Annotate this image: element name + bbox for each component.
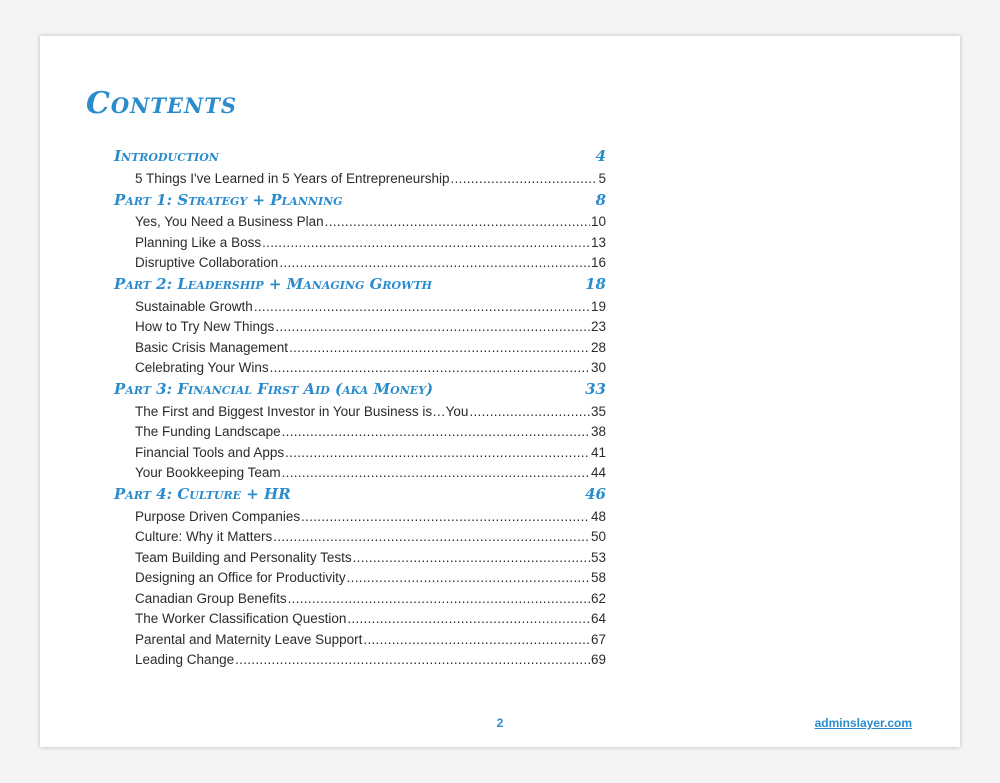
entry-page-number: 53	[590, 549, 606, 565]
dot-leader	[347, 611, 590, 626]
toc-entry[interactable]	[114, 544, 606, 565]
dot-leader	[254, 299, 590, 314]
table-of-contents	[114, 142, 606, 667]
entry-title: Basic Crisis Management	[135, 339, 289, 355]
entry-title: Financial Tools and Apps	[135, 444, 285, 460]
toc-entry[interactable]	[114, 524, 606, 545]
section-title: Part 3: Financial First Aid (aka Money)	[114, 380, 434, 398]
document-page	[40, 36, 960, 747]
dot-leader	[289, 340, 590, 355]
entry-page-number: 62	[590, 590, 606, 606]
entry-title: Leading Change	[135, 652, 235, 667]
dot-leader	[279, 255, 590, 270]
toc-entry[interactable]	[114, 565, 606, 586]
site-link[interactable]: adminslayer.com	[814, 716, 912, 730]
toc-entry[interactable]	[114, 647, 606, 668]
dot-leader	[262, 235, 590, 250]
toc-entry[interactable]	[114, 460, 606, 481]
dot-leader	[353, 550, 590, 565]
toc-entry[interactable]	[114, 355, 606, 376]
entry-page-number: 30	[590, 360, 606, 375]
dot-leader	[325, 214, 590, 229]
entry-page-number: 10	[590, 214, 606, 229]
entry-page-number: 67	[590, 631, 606, 647]
entry-page-number: 23	[590, 319, 606, 334]
entry-page-number: 69	[590, 652, 606, 667]
toc-entry[interactable]	[114, 314, 606, 335]
page-number: 2	[496, 716, 504, 730]
toc-section-heading[interactable]	[114, 186, 606, 209]
entry-title: 5 Things I've Learned in 5 Years of Entrepreneurship	[135, 170, 450, 186]
entry-title: The Funding Landscape	[135, 424, 281, 439]
entry-page-number: 58	[590, 570, 606, 585]
toc-entry[interactable]	[114, 503, 606, 524]
toc-entry[interactable]	[114, 165, 606, 186]
page-title: Contents	[86, 86, 237, 121]
entry-page-number: 5	[598, 170, 606, 186]
entry-page-number: 35	[590, 403, 606, 419]
entry-title: The Worker Classification Question	[135, 611, 347, 626]
entry-title: Yes, You Need a Business Plan	[135, 214, 324, 229]
dot-leader	[301, 509, 590, 524]
toc-entry[interactable]	[114, 626, 606, 647]
dot-leader	[235, 652, 590, 667]
entry-title: Your Bookkeeping Team	[135, 465, 281, 480]
entry-page-number: 16	[590, 255, 606, 270]
entry-title: Disruptive Collaboration	[135, 255, 279, 270]
toc-section-heading[interactable]	[114, 375, 606, 398]
dot-leader	[282, 424, 590, 439]
entry-page-number: 28	[590, 339, 606, 355]
toc-entry[interactable]	[114, 398, 606, 419]
entry-page-number: 38	[590, 424, 606, 439]
entry-title: The First and Biggest Investor in Your Business is…You	[135, 403, 469, 419]
section-title: Introduction	[114, 147, 219, 165]
toc-section-heading[interactable]	[114, 142, 606, 165]
entry-title: Planning Like a Boss	[135, 234, 262, 250]
dot-leader	[469, 404, 590, 419]
dot-leader	[347, 570, 590, 585]
dot-leader	[451, 171, 598, 186]
entry-title: How to Try New Things	[135, 319, 275, 334]
toc-entry[interactable]	[114, 439, 606, 460]
entry-page-number: 48	[590, 508, 606, 524]
toc-entry[interactable]	[114, 293, 606, 314]
entry-title: Parental and Maternity Leave Support	[135, 631, 363, 647]
section-title: Part 1: Strategy + Planning	[114, 190, 343, 209]
section-page-number: 18	[585, 275, 606, 293]
toc-entry[interactable]	[114, 250, 606, 271]
dot-leader	[288, 591, 590, 606]
section-title: Part 2: Leadership + Managing Growth	[114, 275, 433, 293]
toc-entry[interactable]	[114, 585, 606, 606]
entry-title: Culture: Why it Matters	[135, 529, 273, 544]
entry-title: Celebrating Your Wins	[135, 360, 269, 375]
dot-leader	[282, 465, 590, 480]
toc-entry[interactable]	[114, 334, 606, 355]
dot-leader	[273, 529, 590, 544]
entry-title: Canadian Group Benefits	[135, 590, 287, 606]
entry-page-number: 19	[590, 298, 606, 314]
entry-page-number: 44	[590, 465, 606, 480]
entry-page-number: 13	[590, 234, 606, 250]
toc-entry[interactable]	[114, 606, 606, 627]
section-page-number: 8	[595, 190, 606, 209]
toc-entry[interactable]	[114, 209, 606, 230]
entry-page-number: 50	[590, 529, 606, 544]
dot-leader	[275, 319, 590, 334]
toc-entry[interactable]	[114, 229, 606, 250]
entry-title: Purpose Driven Companies	[135, 508, 301, 524]
toc-section-heading[interactable]	[114, 480, 606, 503]
entry-title: Team Building and Personality Tests	[135, 549, 352, 565]
toc-entry[interactable]	[114, 419, 606, 440]
dot-leader	[285, 445, 590, 460]
entry-page-number: 41	[590, 444, 606, 460]
entry-page-number: 64	[590, 611, 606, 626]
section-page-number: 33	[585, 380, 606, 398]
section-page-number: 46	[585, 485, 606, 503]
dot-leader	[363, 632, 590, 647]
toc-section-heading[interactable]	[114, 270, 606, 293]
dot-leader	[270, 360, 590, 375]
section-page-number: 4	[595, 147, 606, 165]
entry-title: Sustainable Growth	[135, 298, 253, 314]
entry-title: Designing an Office for Productivity	[135, 570, 346, 585]
section-title: Part 4: Culture + HR	[114, 485, 291, 503]
